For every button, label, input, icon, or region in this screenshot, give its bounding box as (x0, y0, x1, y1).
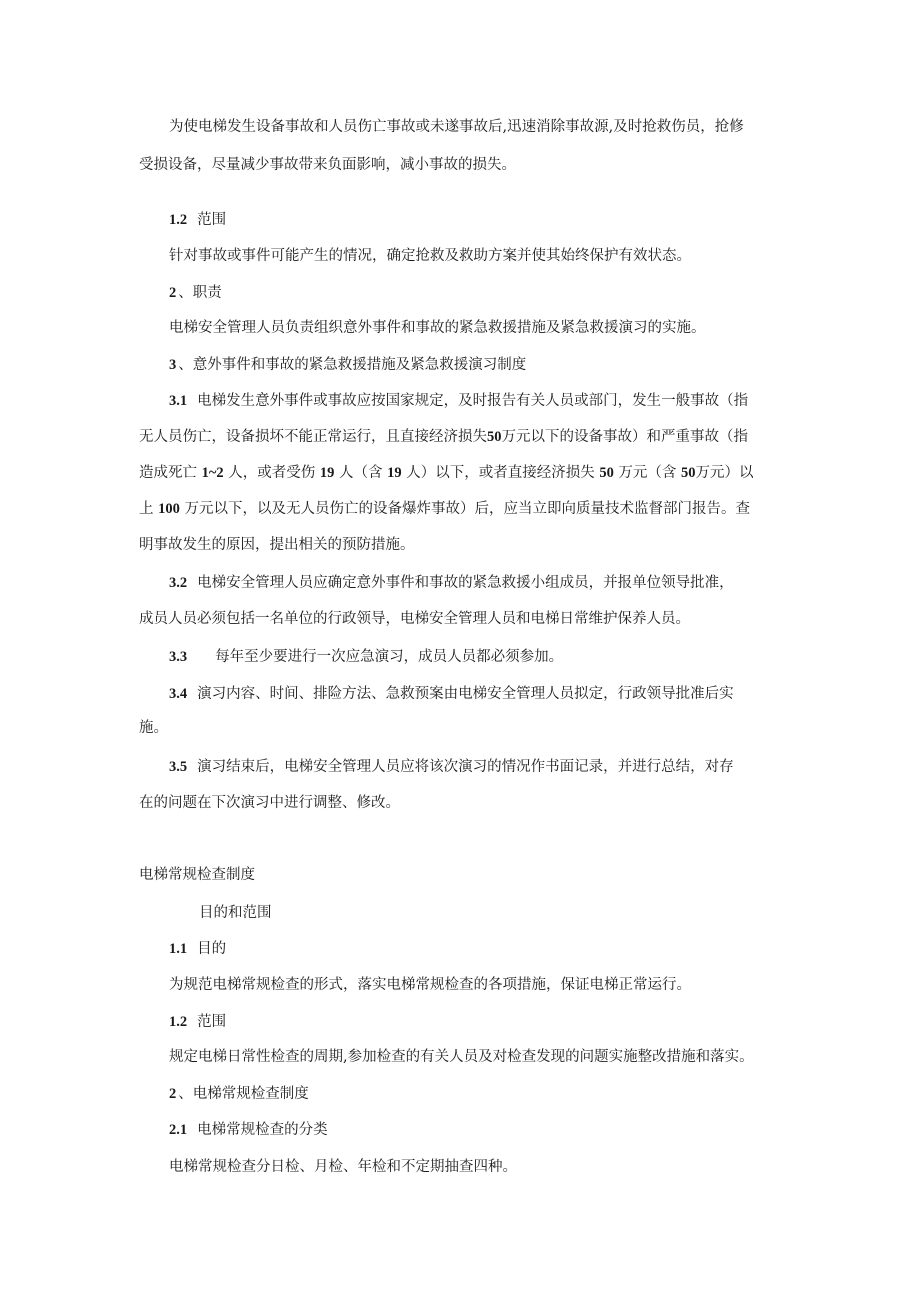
section-number: 3.2 (169, 575, 188, 591)
section-number: 2 (169, 1086, 177, 1102)
section-heading-3 (169, 355, 526, 375)
section-title: 电梯常规检查的分类 (197, 1122, 328, 1138)
section-3-1-line-2 (139, 427, 748, 447)
document-title: 电梯常规检查制度 (139, 867, 255, 883)
section-title: 、电梯常规检查制度 (178, 1086, 309, 1102)
section-text-doc2-2-1: 电梯常规检查分日检、月检、年检和不定期抽查四种。 (169, 1159, 517, 1175)
section-title: 、意外事件和事故的紧急救援措施及紧急救援演习制度 (178, 357, 527, 373)
paragraph-text: 电梯发生意外事件或事故应按国家规定，及时报告有关人员或部门，发生一般事故（指 (197, 393, 749, 409)
section-number: 3.1 (169, 393, 188, 409)
paragraph-text: 每年至少要进行一次应急演习，成员人员都必须参加。 (215, 649, 564, 665)
section-3-1-line-1 (169, 391, 748, 411)
section-3-1-line-3 (139, 463, 754, 483)
section-heading-doc2-2 (169, 1084, 309, 1104)
section-number: 1.1 (169, 941, 188, 957)
section-3-5-line-1 (169, 757, 734, 777)
section-heading-2 (169, 283, 222, 303)
section-number: 1.2 (169, 212, 188, 228)
text-run: 万元（含 (618, 465, 677, 481)
text-run: 50 (681, 465, 696, 481)
text-run: 人，或者受伤 (228, 465, 316, 481)
section-title: 范围 (197, 212, 227, 228)
text-run: 上 (139, 501, 154, 517)
section-3-4-line-2: 施。 (139, 720, 168, 736)
text-run: 万元）以 (695, 465, 754, 481)
section-number: 2 (169, 285, 177, 301)
section-text-1-1: 为规范电梯常规检查的形式，落实电梯常规检查的各项措施，保证电梯正常运行。 (169, 977, 691, 993)
section-number: 3.4 (169, 686, 188, 702)
section-number: 3.3 (169, 649, 188, 665)
section-number: 3.5 (169, 759, 188, 775)
section-heading-1-1 (169, 939, 226, 959)
section-3-5-line-2: 在的问题在下次演习中进行调整、修改。 (139, 795, 400, 811)
text-run: 100 (158, 501, 180, 517)
text-run: 万元以下的设备事故）和严重事故（指 (501, 429, 748, 445)
section-heading-doc2-1-2 (169, 1012, 226, 1032)
section-text-doc2-1-2: 规定电梯日常性检查的周期,参加检查的有关人员及对检查发现的问题实施整改措施和落实。 (169, 1049, 754, 1065)
section-3-1-line-4 (139, 499, 750, 519)
text-run: 19 (319, 465, 335, 481)
section-number: 3 (169, 357, 177, 373)
section-text-1-2: 针对事故或事件可能产生的情况，确定抢救及救助方案并使其始终保护有效状态。 (169, 248, 691, 264)
text-run: 万元以下，以及无人员伤亡的设备爆炸事故）后，应当立即向质量技术监督部门报告。查 (184, 501, 750, 517)
section-title: 目的 (197, 941, 227, 957)
section-3-3 (169, 647, 563, 667)
text-run: 人）以下，或者直接经济损失 (406, 465, 595, 481)
text-run: 人（含 (338, 465, 383, 481)
text-run: 50 (487, 429, 502, 445)
section-heading-1-2 (169, 210, 226, 230)
section-3-1-line-5: 明事故发生的原因，提出相关的预防措施。 (139, 537, 415, 553)
paragraph-text: 演习内容、时间、排险方法、急救预案由电梯安全管理人员拟定，行政领导批准后实 (197, 686, 734, 702)
section-title: 、职责 (178, 285, 222, 301)
section-3-4-line-1 (169, 684, 734, 704)
text-run: 无人员伤亡，设备损坏不能正常运行，且直接经济损失 (139, 429, 487, 445)
intro-line-1: 为使电梯发生设备事故和人员伤亡事故或未遂事故后,迅速消除事故源,及时抢救伤员，抢修 (169, 119, 744, 135)
text-run: 19 (387, 465, 402, 481)
paragraph-text: 演习结束后，电梯安全管理人员应将该次演习的情况作书面记录，并进行总结，对存 (197, 759, 734, 775)
document-subtitle: 目的和范围 (199, 905, 272, 921)
section-text-2: 电梯安全管理人员负责组织意外事件和事故的紧急救援措施及紧急救援演习的实施。 (169, 320, 706, 336)
text-run: 造成死亡 (139, 465, 197, 481)
section-3-2-line-2: 成员人员必须包括一名单位的行政领导，电梯安全管理人员和电梯日常维护保养人员。 (139, 611, 690, 627)
intro-line-2: 受损设备，尽量减少事故带来负面影响，减小事故的损失。 (139, 157, 516, 173)
section-title: 范围 (197, 1014, 227, 1030)
section-number: 2.1 (169, 1122, 188, 1138)
text-run: 50 (599, 465, 614, 481)
text-run: 1~2 (201, 465, 224, 481)
section-number: 1.2 (169, 1014, 188, 1030)
paragraph-text: 电梯安全管理人员应确定意外事件和事故的紧急救援小组成员，并报单位领导批准， (197, 575, 734, 591)
section-heading-doc2-2-1 (169, 1120, 328, 1140)
section-3-2-line-1 (169, 573, 734, 593)
